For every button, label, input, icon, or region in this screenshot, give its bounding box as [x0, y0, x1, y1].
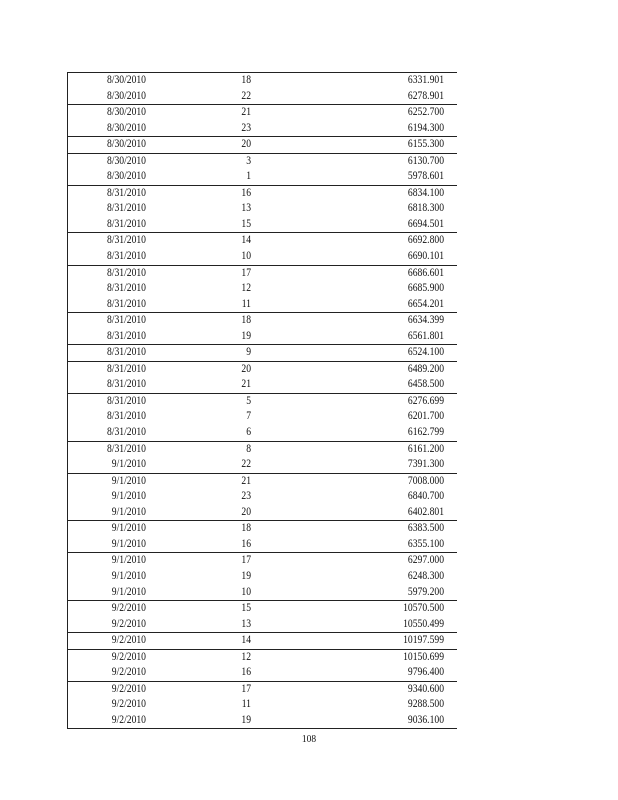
hour-cell: 17 [241, 554, 251, 567]
value-cell: 6840.700 [407, 490, 444, 503]
value-cell: 6489.200 [407, 362, 444, 375]
date-cell: 8/31/2010 [106, 202, 146, 215]
value-cell: 6834.100 [407, 186, 444, 199]
table-row [68, 441, 457, 458]
hour-cell: 16 [241, 537, 251, 550]
hour-cell: 19 [241, 569, 251, 582]
table-row [68, 537, 457, 553]
date-cell: 8/30/2010 [106, 121, 146, 134]
value-cell: 6248.300 [407, 569, 444, 582]
hour-cell: 3 [246, 154, 251, 167]
table-row [68, 393, 457, 410]
table-row [68, 409, 457, 425]
value-cell: 9036.100 [407, 713, 444, 726]
hour-cell: 22 [241, 89, 251, 102]
date-cell: 8/31/2010 [106, 394, 146, 407]
value-cell: 6194.300 [407, 121, 444, 134]
date-cell: 9/1/2010 [111, 522, 146, 535]
hour-cell: 12 [241, 282, 251, 295]
table-row [68, 489, 457, 505]
date-cell: 9/1/2010 [111, 458, 146, 471]
table-row [68, 649, 457, 666]
hour-cell: 10 [241, 250, 251, 263]
date-cell: 9/2/2010 [111, 650, 146, 663]
hour-cell: 21 [241, 378, 251, 391]
table-row [68, 297, 457, 313]
value-cell: 6685.900 [407, 282, 444, 295]
hour-cell: 13 [241, 202, 251, 215]
table-row [68, 520, 457, 537]
date-cell: 8/30/2010 [106, 74, 146, 86]
table-row [68, 569, 457, 585]
date-cell: 8/31/2010 [106, 410, 146, 423]
date-cell: 9/2/2010 [111, 666, 146, 679]
value-cell: 6278.901 [407, 89, 444, 102]
value-cell: 6130.700 [407, 154, 444, 167]
hour-cell: 12 [241, 650, 251, 663]
hour-cell: 20 [241, 505, 251, 518]
date-cell: 9/2/2010 [111, 698, 146, 711]
value-cell: 6201.700 [407, 410, 444, 423]
hour-cell: 21 [241, 474, 251, 487]
hour-cell: 13 [241, 617, 251, 630]
date-cell: 8/31/2010 [106, 314, 146, 327]
table-row [68, 425, 457, 441]
date-cell: 9/2/2010 [111, 617, 146, 630]
hour-cell: 10 [241, 585, 251, 598]
table-row [68, 713, 457, 730]
data-table [67, 72, 457, 729]
hour-cell: 16 [241, 186, 251, 199]
table-row [68, 600, 457, 617]
hour-cell: 9 [246, 346, 251, 359]
date-cell: 8/31/2010 [106, 378, 146, 391]
date-cell: 8/31/2010 [106, 234, 146, 247]
date-cell: 9/2/2010 [111, 634, 146, 647]
table-row [68, 89, 457, 105]
date-cell: 8/31/2010 [106, 282, 146, 295]
date-cell: 8/31/2010 [106, 266, 146, 279]
hour-cell: 14 [241, 234, 251, 247]
table-row [68, 632, 457, 649]
table-row [68, 617, 457, 633]
value-cell: 6654.201 [407, 297, 444, 310]
value-cell: 5979.200 [407, 585, 444, 598]
table-row [68, 169, 457, 185]
value-cell: 6355.100 [407, 537, 444, 550]
value-cell: 6561.801 [407, 329, 444, 342]
table-row [68, 217, 457, 233]
value-cell: 10570.500 [403, 602, 444, 615]
date-cell: 8/31/2010 [106, 426, 146, 439]
date-cell: 9/1/2010 [111, 505, 146, 518]
date-cell: 8/31/2010 [106, 442, 146, 455]
table-row [68, 281, 457, 297]
table-row [68, 585, 457, 601]
value-cell: 6634.399 [407, 314, 444, 327]
hour-cell: 11 [241, 297, 251, 310]
hour-cell: 7 [246, 410, 251, 423]
value-cell: 6331.901 [407, 74, 444, 86]
table-row [68, 249, 457, 265]
table-row [68, 697, 457, 713]
table-row [68, 136, 457, 153]
date-cell: 8/31/2010 [106, 362, 146, 375]
value-cell: 10150.699 [403, 650, 444, 663]
table-row [68, 329, 457, 345]
date-cell: 9/1/2010 [111, 554, 146, 567]
date-cell: 9/1/2010 [111, 490, 146, 503]
hour-cell: 18 [241, 314, 251, 327]
table-row [68, 377, 457, 393]
date-cell: 8/31/2010 [106, 329, 146, 342]
table-row [68, 185, 457, 202]
date-cell: 9/2/2010 [111, 682, 146, 695]
date-cell: 9/1/2010 [111, 585, 146, 598]
date-cell: 8/31/2010 [106, 186, 146, 199]
value-cell: 9796.400 [407, 666, 444, 679]
value-cell: 6686.601 [407, 266, 444, 279]
value-cell: 6458.500 [407, 378, 444, 391]
hour-cell: 16 [241, 666, 251, 679]
date-cell: 9/2/2010 [111, 713, 146, 726]
table-row [68, 344, 457, 361]
hour-cell: 11 [241, 698, 251, 711]
value-cell: 6162.799 [407, 426, 444, 439]
value-cell: 6276.699 [407, 394, 444, 407]
hour-cell: 15 [241, 602, 251, 615]
date-cell: 9/2/2010 [111, 602, 146, 615]
hour-cell: 8 [246, 442, 251, 455]
value-cell: 6383.500 [407, 522, 444, 535]
date-cell: 9/1/2010 [111, 569, 146, 582]
hour-cell: 19 [241, 329, 251, 342]
hour-cell: 18 [241, 74, 251, 86]
hour-cell: 23 [241, 490, 251, 503]
value-cell: 7391.300 [407, 458, 444, 471]
value-cell: 5978.601 [407, 170, 444, 183]
date-cell: 8/30/2010 [106, 154, 146, 167]
hour-cell: 17 [241, 266, 251, 279]
date-cell: 8/30/2010 [106, 89, 146, 102]
table-row [68, 361, 457, 378]
value-cell: 6161.200 [407, 442, 444, 455]
hour-cell: 21 [241, 106, 251, 119]
hour-cell: 20 [241, 138, 251, 151]
hour-cell: 5 [246, 394, 251, 407]
table-row [68, 505, 457, 521]
value-cell: 9288.500 [407, 698, 444, 711]
table-row [68, 232, 457, 249]
table-row [68, 72, 457, 89]
hour-cell: 1 [246, 170, 251, 183]
table-row [68, 104, 457, 121]
hour-cell: 15 [241, 217, 251, 230]
date-cell: 9/1/2010 [111, 474, 146, 487]
hour-cell: 17 [241, 682, 251, 695]
date-cell: 8/31/2010 [106, 346, 146, 359]
table-row [68, 457, 457, 473]
page-number: 108 [301, 733, 317, 745]
value-cell: 6402.801 [407, 505, 444, 518]
table-row [68, 312, 457, 329]
table-row [68, 473, 457, 490]
value-cell: 6252.700 [407, 106, 444, 119]
date-cell: 8/31/2010 [106, 250, 146, 263]
hour-cell: 20 [241, 362, 251, 375]
date-cell: 8/30/2010 [106, 138, 146, 151]
value-cell: 6524.100 [407, 346, 444, 359]
hour-cell: 23 [241, 121, 251, 134]
hour-cell: 22 [241, 458, 251, 471]
table-row [68, 121, 457, 137]
value-cell: 6694.501 [407, 217, 444, 230]
table-row [68, 265, 457, 282]
date-cell: 8/31/2010 [106, 297, 146, 310]
table-row [68, 552, 457, 569]
date-cell: 8/31/2010 [106, 217, 146, 230]
hour-cell: 14 [241, 634, 251, 647]
value-cell: 7008.000 [407, 474, 444, 487]
date-cell: 8/30/2010 [106, 106, 146, 119]
value-cell: 6155.300 [407, 138, 444, 151]
value-cell: 6818.300 [407, 202, 444, 215]
date-cell: 9/1/2010 [111, 537, 146, 550]
hour-cell: 6 [246, 426, 251, 439]
table-row [68, 153, 457, 170]
hour-cell: 18 [241, 522, 251, 535]
value-cell: 6690.101 [407, 250, 444, 263]
hour-cell: 19 [241, 713, 251, 726]
table-row [68, 665, 457, 681]
value-cell: 9340.600 [407, 682, 444, 695]
date-cell: 8/30/2010 [106, 170, 146, 183]
value-cell: 10197.599 [403, 634, 444, 647]
value-cell: 6692.800 [407, 234, 444, 247]
table-row [68, 681, 457, 698]
value-cell: 10550.499 [403, 617, 444, 630]
table-row [68, 201, 457, 217]
value-cell: 6297.000 [407, 554, 444, 567]
